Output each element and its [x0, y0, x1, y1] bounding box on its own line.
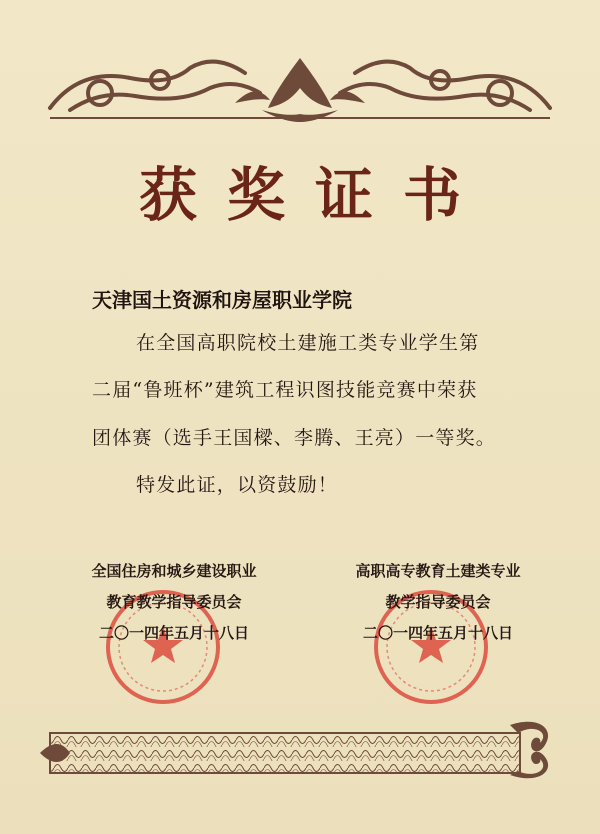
- body-line-3: 团体赛（选手王国樑、李腾、王亮）一等奖。: [92, 427, 497, 449]
- body-line-1: 在全国高职院校土建施工类专业学生第: [136, 332, 480, 354]
- recipient-name: 天津国土资源和房屋职业学院: [92, 288, 352, 312]
- top-scroll-ornament: [40, 48, 560, 128]
- body-line-4: 特发此证，以资鼓励！: [136, 474, 339, 496]
- issuer-right: [328, 556, 548, 649]
- issuer-left-line2: 教育教学指导委员会: [106, 593, 242, 611]
- issuer-right-line2: 教学指导委员会: [385, 593, 491, 611]
- issuer-left: [64, 556, 284, 649]
- bottom-border-ornament: [40, 705, 560, 795]
- issuer-right-date: 二〇一四年五月十八日: [362, 624, 513, 642]
- body-line-2: 二届“鲁班杯”建筑工程识图技能竞赛中荣获: [92, 379, 478, 401]
- issuer-left-date: 二〇一四年五月十八日: [98, 624, 249, 642]
- issuer-right-line1: 高职高专教育土建类专业: [355, 562, 521, 580]
- issuer-left-line1: 全国住房和城乡建设职业: [91, 562, 257, 580]
- certificate-title: 获奖证书: [138, 161, 491, 229]
